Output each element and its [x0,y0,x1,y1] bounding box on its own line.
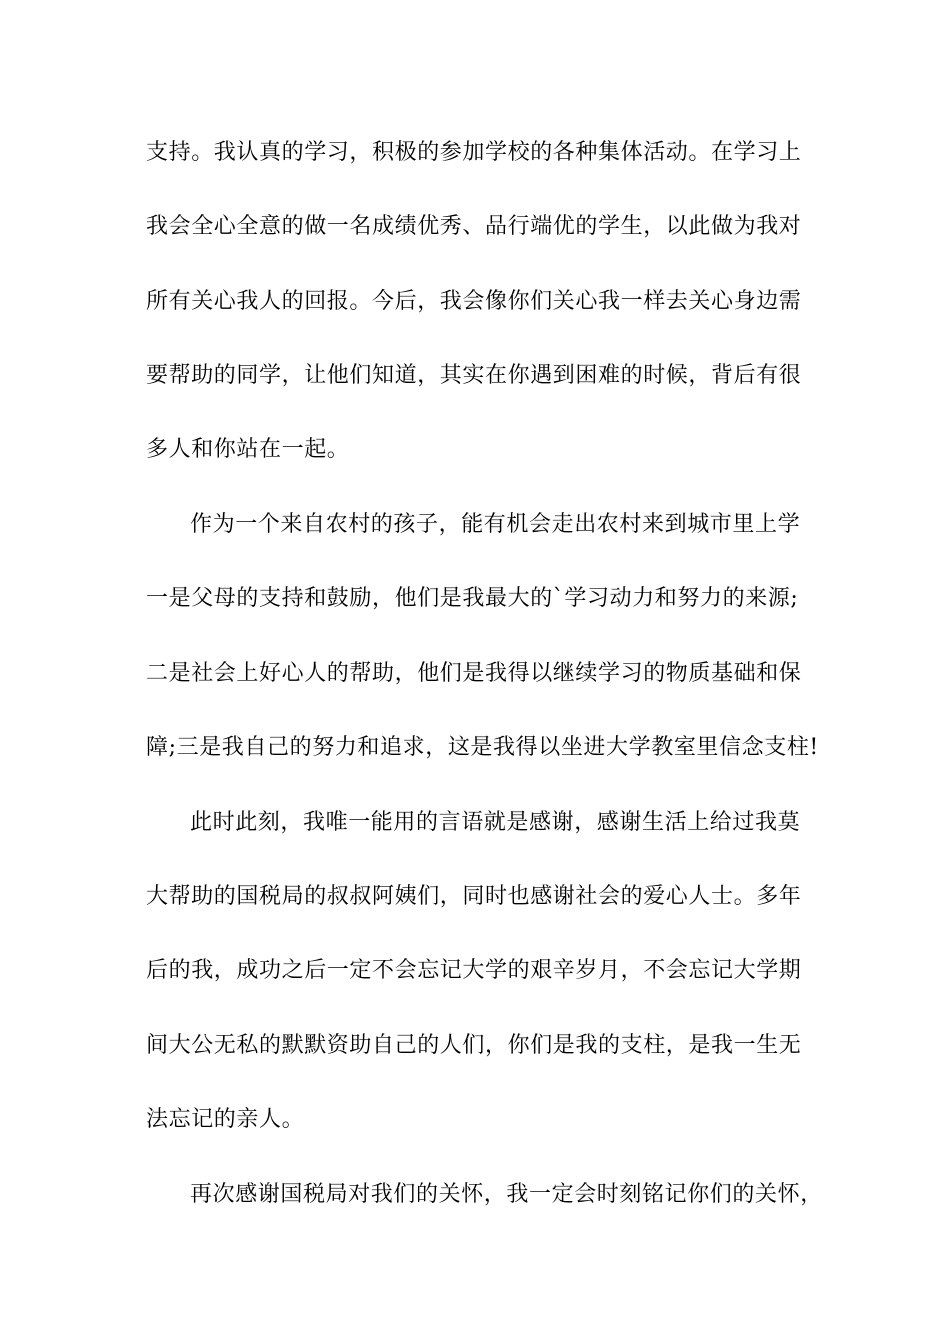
paragraph-first-line: 作为一个来自农村的孩子，能有机会走出农村来到城市里上学 [190,512,801,537]
text-line: 障;三是我自己的努力和追求，这是我得以坐进大学教室里信念支柱! [146,735,819,760]
text-line: 要帮助的同学，让他们知道，其实在你遇到困难的时候，背后有很 [146,363,802,388]
text-line: 多人和你站在一起。 [146,437,350,462]
text-line: 所有关心我人的回报。今后，我会像你们关心我一样去关心身边需 [146,289,802,314]
text-line: 支持。我认真的学习，积极的参加学校的各种集体活动。在学习上 [146,140,802,165]
text-line: 法忘记的亲人。 [146,1107,305,1132]
text-line: 二是社会上好心人的帮助，他们是我得以继续学习的物质基础和保 [146,661,802,686]
paragraph-first-line: 此时此刻，我唯一能用的言语就是感谢，感谢生活上给过我莫 [190,810,801,835]
text-line: 后的我，成功之后一定不会忘记大学的艰辛岁月，不会忘记大学期 [146,958,802,983]
text-line: 间大公无私的默默资助自己的人们，你们是我的支柱，是我一生无 [146,1033,802,1058]
text-line: 一是父母的支持和鼓励，他们是我最大的`学习动力和努力的来源; [146,586,799,611]
paragraph-first-line: 再次感谢国税局对我们的关怀，我一定会时刻铭记你们的关怀， [190,1182,823,1207]
text-line: 我会全心全意的做一名成绩优秀、品行端优的学生，以此做为我对 [146,214,802,239]
text-line: 大帮助的国税局的叔叔阿姨们，同时也感谢社会的爱心人士。多年 [146,884,802,909]
